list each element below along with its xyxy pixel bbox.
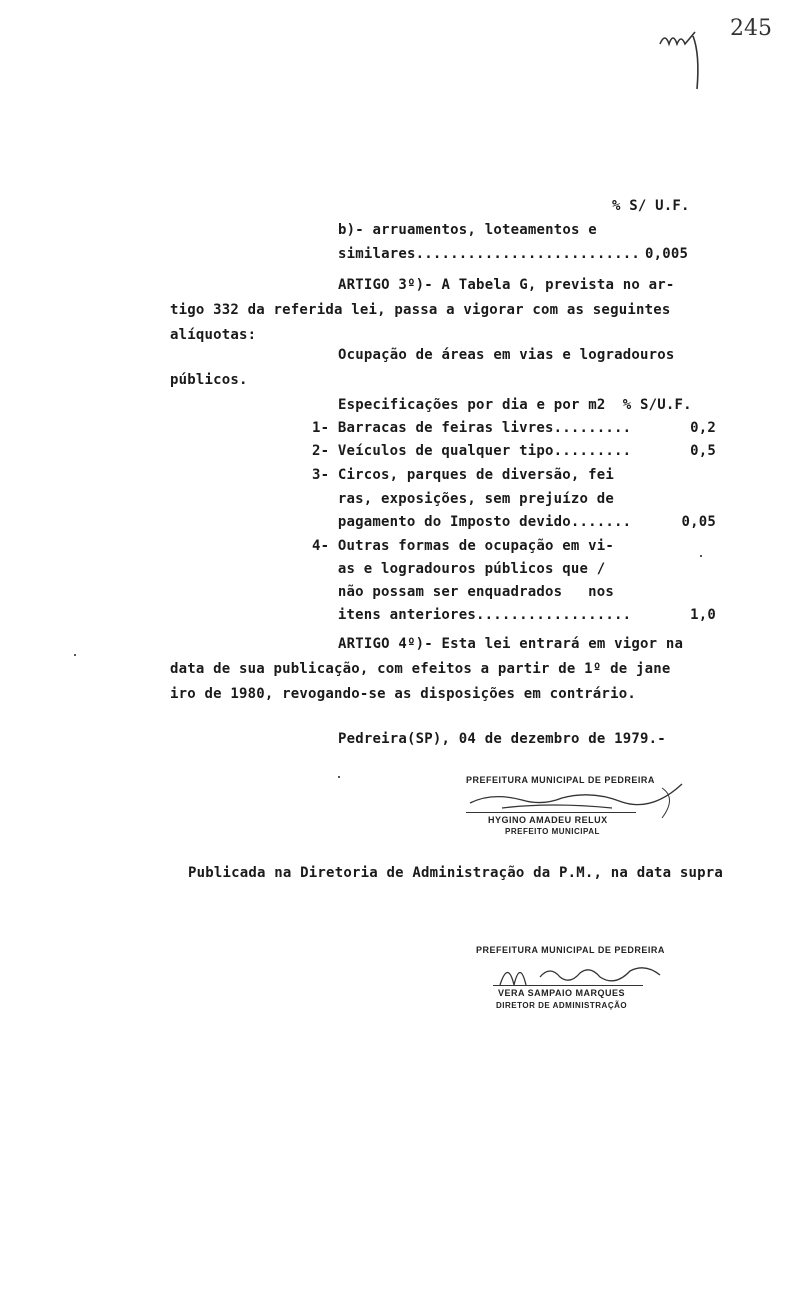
spec-header: Especificações por dia e por m2 % S/U.F. [338,397,692,413]
item-value: 0,2 [690,420,716,436]
signature-line [493,985,643,986]
item-value: 0,05 [681,514,716,530]
art3-line1: ARTIGO 3º)- A Tabela G, prevista no ar- [338,277,675,293]
list-item: 4- Outras formas de ocupação em vi- [312,538,615,554]
signature-line [466,812,636,813]
scan-speck [338,776,340,778]
art4-line2: data de sua publicação, com efeitos a partir de 1º de jane [170,661,671,677]
stamp-title: PREFEITO MUNICIPAL [505,827,600,836]
list-item: 2- Veículos de qualquer tipo......... [312,443,632,459]
list-item: não possam ser enquadrados nos [312,584,615,600]
occupation-line1: Ocupação de áreas em vias e logradouros [338,347,675,363]
art4-line3: iro de 1980, revogando-se as disposições em contrário. [170,686,636,702]
item-b-line1: b)- arruamentos, loteamentos e [338,222,597,238]
list-item: pagamento do Imposto devido....... [312,514,632,530]
list-item: as e logradouros públicos que / [312,561,606,577]
item-value: 0,5 [690,443,716,459]
stamp-org: PREFEITURA MUNICIPAL DE PEDREIRA [466,775,655,785]
date-line: Pedreira(SP), 04 de dezembro de 1979.- [338,731,666,747]
art4-line1: ARTIGO 4º)- Esta lei entrará em vigor na [338,636,684,652]
stamp-org: PREFEITURA MUNICIPAL DE PEDREIRA [476,945,665,955]
occupation-line2: públicos. [170,372,248,388]
list-item: 3- Circos, parques de diversão, fei [312,467,615,483]
handwritten-initials [655,14,735,94]
item-b-value: 0,005 [645,246,689,262]
scan-speck [700,555,702,557]
published-line: Publicada na Diretoria de Administração da P.M., na data supra [188,865,723,881]
stamp-name: VERA SAMPAIO MARQUES [498,988,626,998]
item-b-line2: similares.......................... [338,246,641,262]
item-value: 1,0 [690,607,716,623]
list-item: ras, exposições, sem prejuízo de [312,491,615,507]
scan-speck [74,654,76,656]
list-item: itens anteriores.................. [312,607,632,623]
art3-line2: tigo 332 da referida lei, passa a vigorar com as seguintes [170,302,671,318]
page-number: 245 [730,16,772,41]
header-unit: % S/ U.F. [612,198,690,214]
stamp-name: HYGINO AMADEU RELUX [488,815,608,825]
art3-line3: alíquotas: [170,327,257,343]
stamp-title: DIRETOR DE ADMINISTRAÇÃO [496,1001,628,1010]
list-item: 1- Barracas de feiras livres......... [312,420,632,436]
